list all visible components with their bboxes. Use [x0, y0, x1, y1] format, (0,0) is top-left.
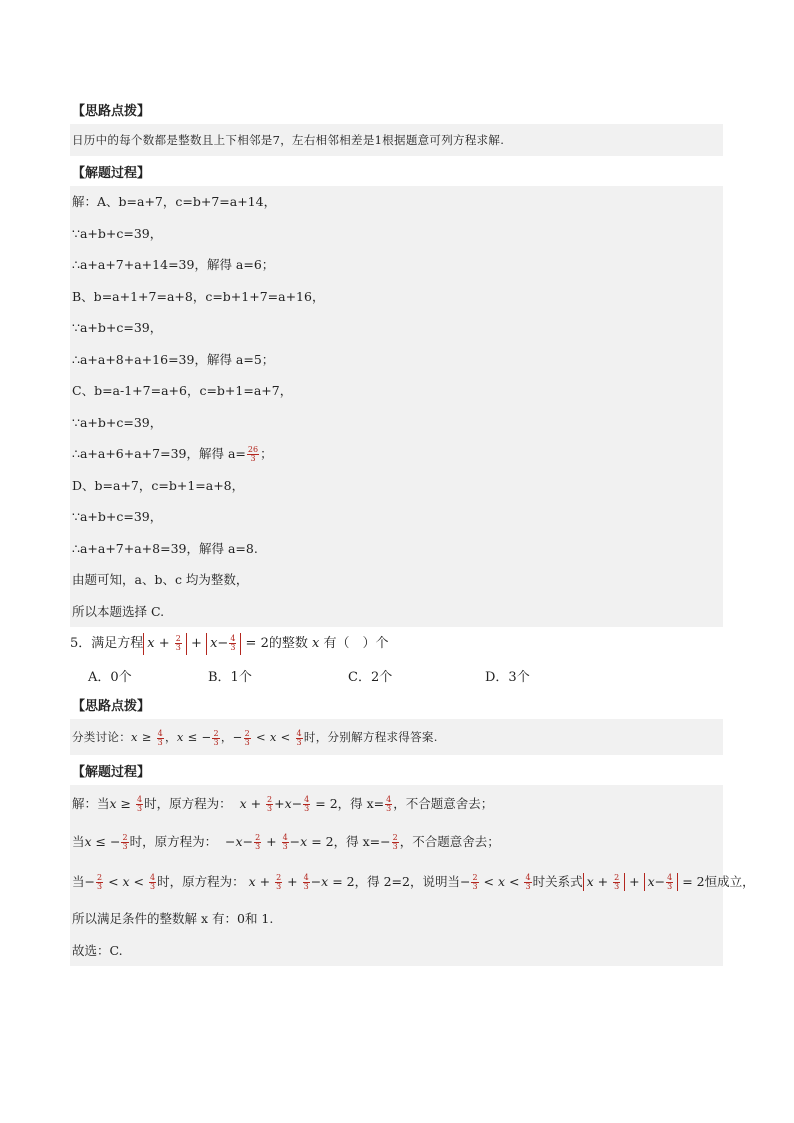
fraction-26-3: $\frac{26}{3}$	[247, 445, 259, 463]
think-text-2: 分类讨论：x ≥ $\frac{4}{3}$ ，x ≤ − $\frac{2}{3}$ ，− $\frac{2}{3}$ < x < $\frac{4}{3}$ 时，分别解方程求得答案.	[70, 719, 723, 755]
solution-line-3: ∴a+a+7+a+14=39，解得 a=6；	[72, 257, 275, 272]
solution2-line-4: 所以满足条件的整数解 x 有：0和 1.	[72, 911, 274, 926]
solution2-line-3: 当− $\frac{2}{3}$ < x < $\frac{4}{3}$ 时，原方程为： x + $\frac{2}{3}$ + $\frac{4}{3}$ −x = 2，得 2=2，说明当− $\frac{2}{3}$ < x < $\frac{4}{3}$ 时关系式 x + $\frac{2}{3}$ + x− $\frac{4}{3}$ = 2恒成立，	[72, 873, 755, 891]
solution2-line-1: 解：当x ≥ $\frac{4}{3}$ 时，原方程为： x + $\frac{2}{3}$ +x− $\frac{4}{3}$ = 2，得 x= $\frac{4}{3}$ ，不合题意舍去；	[72, 795, 494, 813]
option-b[interactable]: B．1个	[208, 670, 252, 685]
question-5: 5．满足方程 x + $\frac{2}{3}$ + x− $\frac{4}{3}$ = 2的整数 x 有（ ）个	[70, 627, 723, 661]
think-text-1: 日历中的每个数都是整数且上下相邻是7，左右相邻相差是1根据题意可列方程求解.	[70, 124, 723, 156]
option-a[interactable]: A．0个	[88, 670, 132, 685]
solution-line-11: ∵a+b+c=39，	[72, 509, 163, 524]
solution-block-1	[70, 186, 723, 627]
solution-line-1: 解：A、b=a+7，c=b+7=a+14，	[72, 194, 277, 209]
abs-expr-2: x− $\frac{4}{3}$	[206, 633, 241, 655]
solution-line-4: B、b=a+1+7=a+8，c=b+1+7=a+16，	[72, 288, 325, 304]
think-header-2: 【思路点拨】	[72, 699, 151, 714]
solution-line-14: 所以本题选择 C.	[72, 603, 165, 619]
solve-header-1: 【解题过程】	[72, 166, 151, 181]
solution2-line-5: 故选：C.	[72, 942, 123, 958]
solution-line-6: ∴a+a+8+a+16=39，解得 a=5；	[72, 351, 275, 367]
solution-line-13: 由题可知，a、b、c 均为整数，	[72, 572, 249, 587]
solution-line-10: D、b=a+7，c=b+1=a+8，	[72, 477, 245, 493]
option-c[interactable]: C．2个	[348, 670, 393, 685]
solution-line-12: ∴a+a+7+a+8=39，解得 a=8.	[72, 540, 258, 556]
solve-header-2: 【解题过程】	[72, 765, 151, 780]
solution-line-8: ∵a+b+c=39，	[72, 414, 163, 430]
solution-line-9-text: ∴a+a+6+a+7=39，解得 a=	[72, 446, 246, 461]
solution2-line-2: 当x ≤ − $\frac{2}{3}$ 时，原方程为： −x− $\frac{2}{3}$ + $\frac{4}{3}$ −x = 2，得 x=− $\frac{2}{3}$ ，不合题意舍去；	[72, 833, 500, 851]
option-d[interactable]: D．3个	[485, 670, 530, 685]
think-header-1: 【思路点拨】	[72, 104, 151, 119]
solution-line-5: ∵a+b+c=39，	[72, 320, 163, 335]
solution-block-2	[70, 785, 755, 966]
solution-line-9: ∴a+a+6+a+7=39，解得 a= $\frac{26}{3}$ ；	[72, 445, 273, 463]
options-row	[70, 661, 723, 695]
page	[70, 100, 755, 966]
solution-line-2: ∵a+b+c=39，	[72, 225, 163, 241]
abs-expr-1: x + $\frac{2}{3}$	[143, 633, 187, 655]
solution-line-7: C、b=a-1+7=a+6，c=b+1=a+7，	[72, 383, 293, 398]
